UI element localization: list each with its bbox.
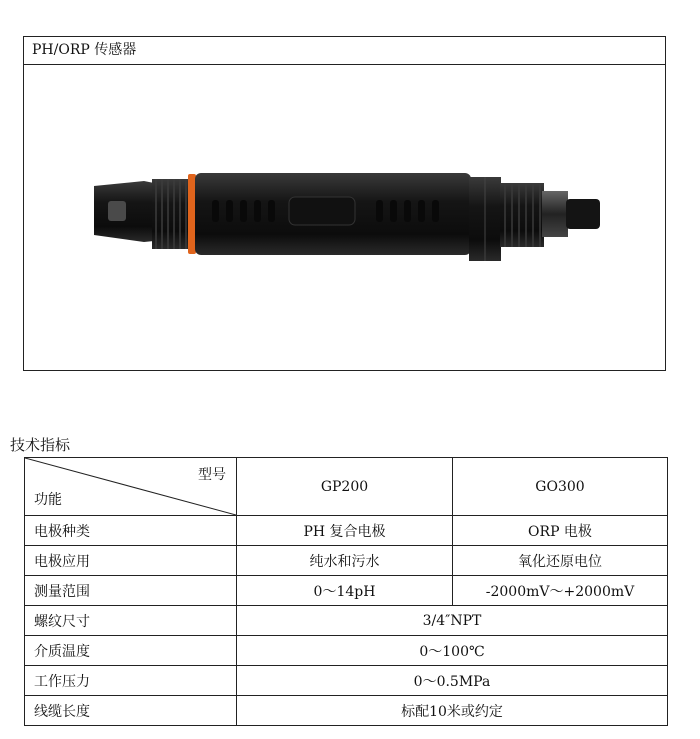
table-row (25, 576, 668, 606)
table-row (25, 636, 668, 666)
table-row (25, 696, 668, 726)
table-row (25, 606, 668, 636)
table-row (25, 666, 668, 696)
cell-go300: -2000mV～+2000mV (453, 576, 668, 606)
row-label: 电极应用 (25, 546, 237, 576)
cell-go300: ORP 电极 (453, 516, 668, 546)
row-label: 测量范围 (25, 576, 237, 606)
table-row (25, 516, 668, 546)
cell-go300: 氧化还原电位 (453, 546, 668, 576)
header-function-label: 功能 (34, 492, 62, 508)
spec-heading: 技术指标 (10, 436, 71, 454)
table-row (25, 546, 668, 576)
cell-shared: 0～0.5MPa (237, 666, 668, 696)
model-gp200: GP200 (237, 458, 453, 516)
header-corner-cell (25, 458, 237, 516)
row-label: 线缆长度 (25, 696, 237, 726)
cell-gp200: PH 复合电极 (237, 516, 453, 546)
spec-header-row (25, 458, 668, 516)
row-label: 工作压力 (25, 666, 237, 696)
cell-shared: 3/4″NPT (237, 606, 668, 636)
row-label: 介质温度 (25, 636, 237, 666)
model-go300: GO300 (453, 458, 668, 516)
cell-gp200: 纯水和污水 (237, 546, 453, 576)
product-title: PH/ORP 传感器 (24, 37, 665, 65)
cell-shared: 标配10米或约定 (237, 696, 668, 726)
cell-gp200: 0～14pH (237, 576, 453, 606)
cell-shared: 0～100℃ (237, 636, 668, 666)
ph-orp-sensor-image (24, 65, 665, 370)
product-panel (23, 36, 666, 371)
spec-table (24, 457, 668, 726)
row-label: 螺纹尺寸 (25, 606, 237, 636)
row-label: 电极种类 (25, 516, 237, 546)
header-model-label: 型号 (198, 467, 226, 483)
